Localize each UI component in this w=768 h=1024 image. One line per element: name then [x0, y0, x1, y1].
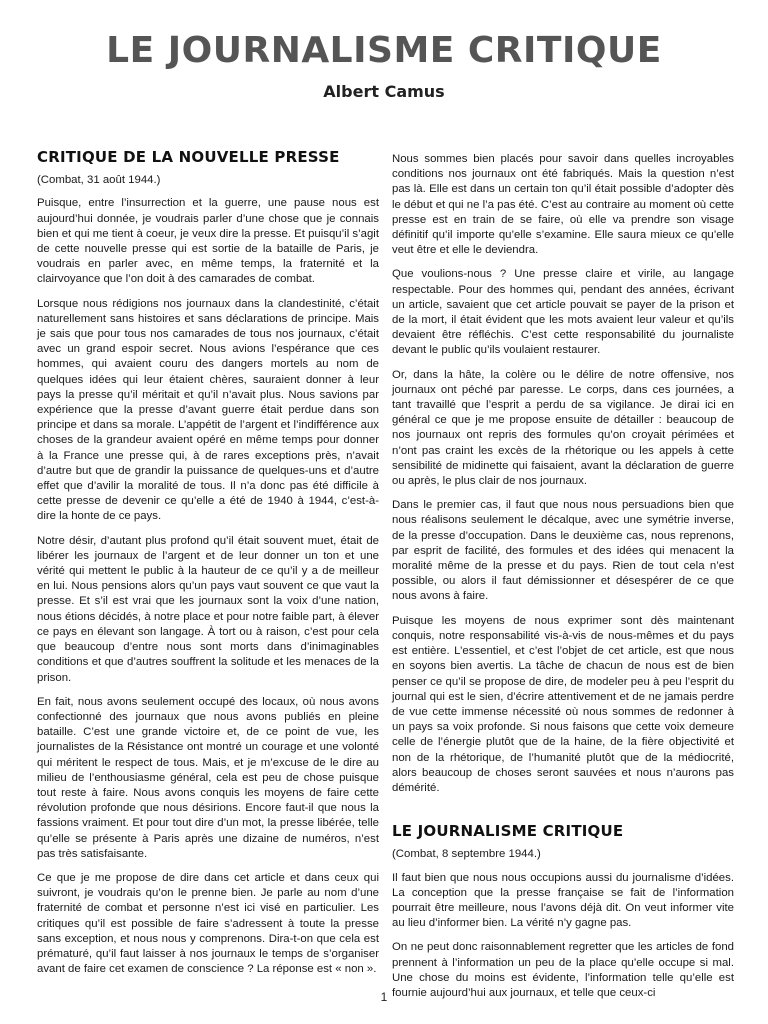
paragraph: Dans le premier cas, il faut que nous nous persuadions bien que nous réalisons seulement le décalque, avec une symétrie inverse, de la presse d’occupation. Dans le deuxième cas, nous reprenons, par esprit de facilité, des formules et des idées qui menacent la moralité même de la presse et du pays. Rien de tout cela n’est possible, ou alors il faut démissionner et désespérer de ce que nous avons à faire. [392, 499, 734, 603]
paragraph: Ce que je me propose de dire dans cet article et dans ceux qui suivront, je voudrais qu’on le prenne bien. Je parle au nom d’une fraternité de combat et personne n’est ici visé en particulier. Les critiques qu’il est possible de faire s’adressent à toute la presse sans exception, et nous nous y comprenons. Dira-t-on que cela est prématuré, qu’il faut laisser à nos journaux le temps de s’organiser avant de faire cet examen de conscience ? La réponse est « non ». [37, 871, 379, 976]
document-author: Albert Camus [323, 82, 445, 101]
paragraph: Notre désir, d’autant plus profond qu’il était souvent muet, était de libérer les journaux de l’argent et de leur donner un ton et une vérité qui mettent le public à la hauteur de ce qu’il y a de meilleur en lui. Nous pensions alors qu’un pays vaut souvent ce que vaut la presse. Et s’il est vrai que les journaux sont la voix d’une nation, nous étions décidés, à notre place et pour notre faible part, à élever ce pays en élevant son langage. À tort ou à raison, c’est pour cela que beaucoup d’entre nous sont morts dans d’inimaginables conditions et que d’autres souffrent la solitude et les menaces de la prison. [37, 534, 379, 684]
paragraph: Puisque les moyens de nous exprimer sont dès maintenant conquis, notre responsabilité vis-à-vis de nous-mêmes et du pays est entière. L’essentiel, et c’est l’objet de cet article, est que nous en soyons bien avertis. La tâche de chacun de nous est de bien penser ce qu’il se propose de dire, de modeler peu à peu l’esprit du journal qui est le sien, d’écrire attentivement et de ne jamais perdre de vue cette immense nécessité où nous sommes de redonner à un pays sa voix profonde. Si nous faisons que cette voix demeure celle de l’énergie plutôt que de la haine, de la fière objectivité et non de la rhétorique, de l’humanité plutôt que de la médiocrité, alors beaucoup de choses seront sauvées et nous n’aurons pas démérité. [392, 614, 734, 794]
right-column [392, 152, 734, 1010]
paragraph: On ne peut donc raisonnablement regretter que les articles de fond prennent à l’information un peu de la place qu’elle occupe si mal. Une chose du moins est évidente, l’information telle qu’elle est fournie aujourd’hui aux journaux, et telle que ceux-ci [392, 941, 734, 999]
paragraph: Puisque, entre l’insurrection et la guerre, une pause nous est aujourd’hui donnée, je voudrais parler d’une chose que je connais bien et qui me tient à coeur, je veux dire la presse. Et puisqu’il s’agit de cette nouvelle presse qui est sortie de la bataille de Paris, je voudrais en parler avec, en même temps, la fraternité et la clairvoyance que l’on doit à des camarades de combat. [37, 197, 379, 286]
section-date: (Combat, 31 août 1944.) [37, 174, 161, 187]
paragraph: Nous sommes bien placés pour savoir dans quelles incroyables conditions nos journaux ont été fabriqués. Mais la question n’est pas là. Elle est dans un certain ton qu’il était possible d’adopter dès le début et qui ne l’a pas été. C’est au contraire au moment où cette presse est en train de se faire, où elle va prendre son visage définitif qu’il importe qu’elle s’examine. Elle saura mieux ce qu’elle veut être et elle le deviendra. [392, 153, 734, 257]
section-date: (Combat, 8 septembre 1944.) [392, 848, 541, 861]
paragraph: Lorsque nous rédigions nos journaux dans la clandestinité, c’était naturellement sans histoires et sans déclarations de principe. Mais je sais que pour tous nos camarades de tous nos journaux, c’était avec un grand espoir secret. Nous avions l’espérance que ces hommes, qui avaient couru des dangers mortels au nom de quelques idées qui leur étaient chères, sauraient donner à leur pays la presse qu’il méritait et qu’il n’avait plus. Nous savions par expérience que la presse d’avant guerre était perdue dans son principe et dans sa morale. L’appétit de l’argent et l’indifférence aux choses de la grandeur avaient opéré en même temps pour donner à la France une presse qui, à de rares exceptions près, n’avait d’autre but que de grandir la puissance de quelques-uns et d’autre effet que d’avilir la moralité de tous. Il n’a donc pas été difficile à cette presse de devenir ce qu’elle a été de 1940 à 1944, c’est-à-dire la honte de ce pays. [37, 297, 379, 523]
paragraph: En fait, nous avons seulement occupé des locaux, où nous avons confectionné des journaux que nous avons publiés en pleine bataille. C’est une grande victoire et, de ce point de vue, les journalistes de la Résistance ont montré un courage et une volonté qui méritent le respect de tous. Mais, et je m’excuse de le dire au milieu de l’enthousiasme général, cela est peu de chose puisque tout reste à faire. Nous avons conquis les moyens de faire cette révolution profonde que nous désirions. Encore faut-il que nous la fassions vraiment. Et pour tout dire d’un mot, la presse libérée, telle qu’elle se présente à Paris après une dizaine de numéros, n’est pas très satisfaisante. [37, 695, 379, 860]
left-column [37, 148, 379, 986]
section-heading-journalisme-critique: LE JOURNALISME CRITIQUE [392, 822, 624, 841]
section-heading-nouvelle-presse: CRITIQUE DE LA NOUVELLE PRESSE [37, 148, 340, 166]
paragraph: Que voulions-nous ? Une presse claire et virile, au langage respectable. Pour des hommes qui, pendant des années, écrivant un article, savaient que cet article pouvait se payer de la prison et de la mort, il était évident que les mots avaient leur valeur et qu’ils devaient être réfléchis. C’est cette responsabilité du journaliste devant le public qu’ils voulaient restaurer. [392, 268, 734, 357]
document-title: LE JOURNALISME CRITIQUE [106, 30, 662, 71]
paragraph: Or, dans la hâte, la colère ou le délire de notre offensive, nos journaux ont péché par paresse. Le corps, dans ces journées, a tant travaillé que l’esprit a perdu de sa vigilance. Je dirai ici en général ce que je me propose ensuite de détailler : beaucoup de nos journaux ont repris des formules qu’on croyait périmées et n’ont pas craint les excès de la rhétorique ou les appels à cette sensibilité de midinette qui faisaient, avant la déclaration de guerre ou après, le plus clair de nos journaux. [392, 368, 734, 488]
paragraph: Il faut bien que nous nous occupions aussi du journalisme d’idées. La conception que la presse française se fait de l’information pourrait être meilleure, nous l’avons déjà dit. On veut informer vite au lieu d’informer bien. La vérité n’y gagne pas. [392, 871, 734, 930]
page-number: 1 [380, 990, 388, 1004]
